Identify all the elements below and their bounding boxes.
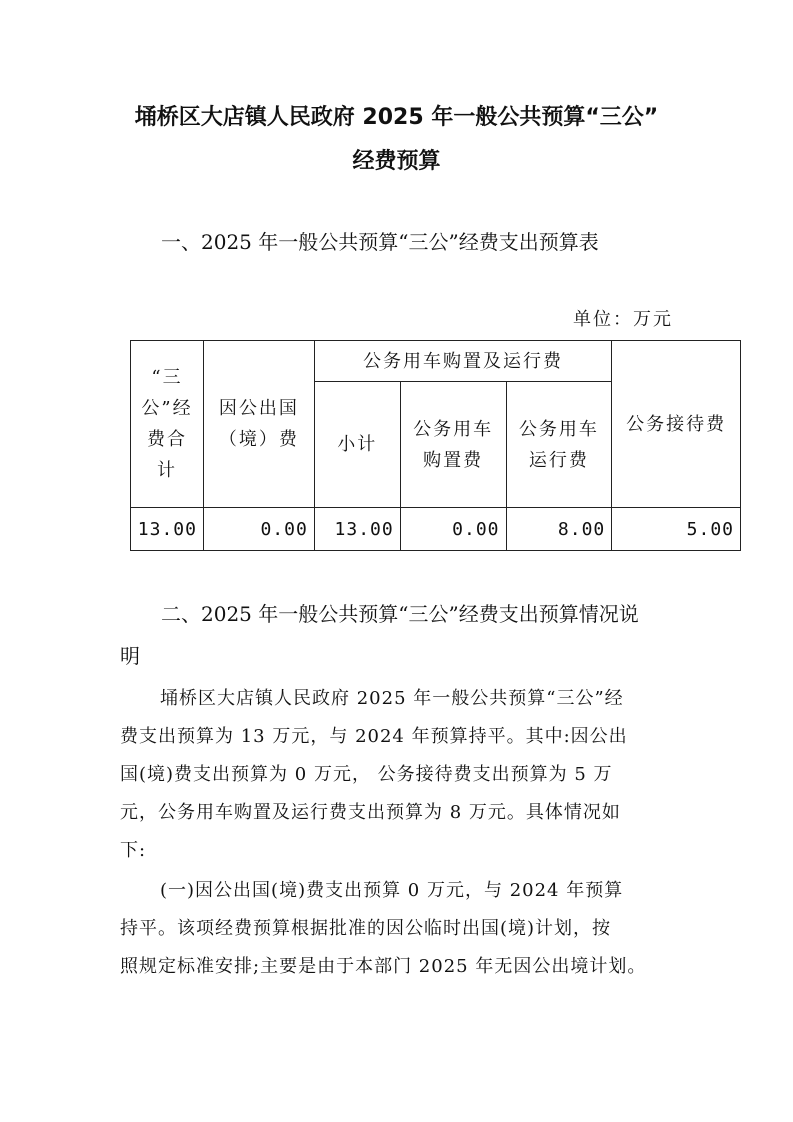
header-total <box>131 341 204 508</box>
cell-abroad: 0.00 <box>203 508 314 551</box>
paragraph-line: 照规定标准安排;主要是由于本部门 2025 年无因公出境计划。 <box>120 956 647 977</box>
cell-vehicle-purchase: 0.00 <box>400 508 506 551</box>
cell-total: 13.00 <box>131 508 204 551</box>
header-reception: 公务接待费 <box>612 341 741 508</box>
paragraph-line: 费支出预算为 13 万元，与 2024 年预算持平。其中:因公出 <box>120 726 628 747</box>
budget-table <box>130 340 741 551</box>
section2-heading: 二、2025 年一般公共预算“三公”经费支出预算情况说 <box>161 602 639 626</box>
cell-reception: 5.00 <box>612 508 741 551</box>
section1-heading: 一、2025 年一般公共预算“三公”经费支出预算表 <box>161 230 599 254</box>
section2-heading-continued: 明 <box>120 644 140 668</box>
header-vehicle-operation-line: 公务用车 <box>518 418 599 440</box>
header-abroad <box>203 341 314 508</box>
document-title-line1: 埇桥区大店镇人民政府 2025 年一般公共预算“三公” <box>134 105 659 130</box>
paragraph-line: 持平。该项经费预算根据批准的因公临时出国(境)计划，按 <box>120 918 612 939</box>
header-vehicle-purchase-line: 购置费 <box>423 449 484 471</box>
header-abroad-line: （境）费 <box>218 429 299 450</box>
document-title-line2: 经费预算 <box>352 149 441 174</box>
cell-vehicle-operation: 8.00 <box>506 508 612 551</box>
header-total-line: 费合 <box>146 429 187 450</box>
header-total-line: “三 <box>151 367 183 388</box>
table-header-row-1 <box>131 341 741 382</box>
header-vehicle-purchase <box>400 382 506 508</box>
cell-subtotal: 13.00 <box>314 508 400 551</box>
header-subtotal: 小计 <box>314 382 400 508</box>
header-abroad-line: 因公出国 <box>218 398 299 419</box>
paragraph-abroad <box>120 872 680 986</box>
paragraph-line: 下: <box>120 840 147 861</box>
paragraph-line: 元，公务用车购置及运行费支出预算为 8 万元。具体情况如 <box>120 802 621 823</box>
header-vehicle-purchase-line: 公务用车 <box>413 418 494 440</box>
paragraph-line: 埇桥区大店镇人民政府 2025 年一般公共预算“三公”经 <box>160 688 624 709</box>
paragraph-summary <box>120 680 680 870</box>
paragraph-line: (一)因公出国(境)费支出预算 0 万元，与 2024 年预算 <box>160 880 624 901</box>
header-vehicle-group: 公务用车购置及运行费 <box>314 341 611 382</box>
header-total-line: 计 <box>156 460 177 481</box>
header-vehicle-operation <box>506 382 612 508</box>
unit-label: 单位：万元 <box>573 309 673 330</box>
header-total-line: 公”经 <box>141 398 193 419</box>
paragraph-line: 国(境)费支出预算为 0 万元， 公务接待费支出预算为 5 万 <box>120 764 613 785</box>
table-row <box>131 508 741 551</box>
header-vehicle-operation-line: 运行费 <box>528 449 589 471</box>
